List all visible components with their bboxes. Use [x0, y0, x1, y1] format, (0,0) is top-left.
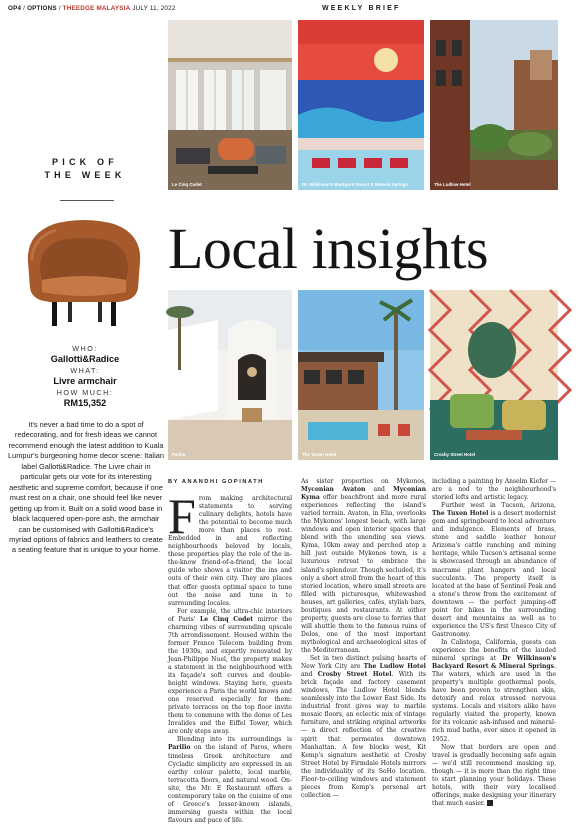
- article-headline: Local insights: [168, 216, 489, 281]
- hotel-name: Le Cinq Codet: [199, 615, 254, 623]
- end-mark-icon: [487, 800, 493, 806]
- section-title: WEEKLY BRIEF: [322, 5, 401, 12]
- page-number: OP4: [8, 5, 22, 12]
- pick-of-the-week-title: PICK OF THE WEEK: [44, 157, 126, 180]
- brand-name: Gallotti&Radice: [50, 354, 120, 364]
- hotel-name: Parilio: [168, 744, 191, 752]
- section-label: OPTIONS: [27, 5, 57, 12]
- hotel-name: The Tuxon Hotel: [432, 510, 489, 518]
- product-price: RM15,352: [63, 398, 107, 408]
- armchair-image: [18, 210, 150, 330]
- how-much-label: HOW MUCH:: [56, 388, 114, 397]
- what-label: WHAT:: [70, 366, 100, 375]
- photo-ludlow-hotel: [430, 20, 558, 190]
- photo-crosby-street-hotel: [430, 290, 558, 460]
- photo-le-cinq-codet: [168, 20, 292, 190]
- hotel-name: Dr Wilkinson's Backyard Resort & Mineral Springs: [432, 655, 556, 671]
- pick-description: It's never a bad time to do a spot of redecorating, and for fresh ideas we cannot recommend enough the latest addition to Kuala Lumpur's burgeoning home decor scene: Italian label Gallotti&Radice. The Livre chair in particular gets our vote for its interesting aesthetic and supreme comfort, because if one must rest on a chair, one should feel like never getting up from it. Built on a solid wood base in black lacquered open-pore ash, the armchair can be customised with Gallotti&Radice's myriad options of fabrics and leathers to create a seating feature that is unique to your home.: [8, 420, 164, 555]
- hotel-name: Myconian Avaton: [301, 486, 366, 494]
- who-label: WHO:: [72, 344, 98, 353]
- hotel-name: The Ludlow Hotel: [363, 663, 426, 671]
- divider: [60, 200, 114, 201]
- product-name: Livre armchair: [53, 376, 117, 386]
- photo-caption: The Tuxon Hotel: [302, 452, 337, 457]
- product-details: [10, 344, 160, 410]
- drop-cap: F: [168, 488, 196, 544]
- photo-caption: Parilio: [172, 452, 186, 457]
- publication-brand: THEEDGE MALAYSIA: [62, 5, 131, 12]
- folio: OP4 / OPTIONS / THEEDGE MALAYSIA JULY 11, 2022: [8, 5, 176, 12]
- page-header: [0, 0, 580, 18]
- article-column-1: From making architectural statements to serving culinary delights, hotels have the potential to become much more than places to rest. Embedded in and reflecting neighbourhoods beloved by locals, these properties play the role of the in-the-know friend-of-a-friend, the local guide who shows a visitor the ins and outs of their own city. They are places that offer guests optimal space to tune out the noise and tune in to surrounding locales. For example, the ultra-chic interiors of Paris' Le Cinq Codet mirror the charming vibes of surrounding upscale 7th arrondissement. Housed within the former France Telecom building from the 1930s, and expertly renovated by Jean-Philippe Nuel, the property makes a statement in the neighbourhood with its façade's soft curves and double-height windows. Staying here, guests experience a Paris the world knows and one reserved especially for them: private terraces on the top floor invite them to commune with the dome of Les Invalides and the Eiffel Tower, which are only steps away. Blending into its surroundings is Parilio on the island of Paros, where timeless Greek architecture and Cycladic simplicity are expressed in an earthy colour palette, local marble, terracotta floors, and natural wood. On-site, the Mr. E Restaurant offers a contemporary take on the cuisine of one of Greece's lesser-known islands, immersing guests within the local flavours and pace of life.: [168, 488, 293, 824]
- photo-caption: Crosby Street Hotel: [434, 452, 475, 457]
- issue-date: JULY 11, 2022: [132, 5, 176, 12]
- photo-caption: Dr. Wilkinson's Backyard Resort & Mineral Springs: [302, 182, 408, 187]
- hotel-name: Crosby Street Hotel: [317, 671, 392, 679]
- photo-dr-wilkinsons: [298, 20, 424, 190]
- photo-caption: The Ludlow Hotel: [434, 182, 471, 187]
- article-column-3: including a painting by Anselm Kiefer — are a nod to the neighbourhood's storied lofts and artistic legacy. Further west in Tucson, Arizona, The Tuxon Hotel is a desert modernist gem and springboard to local adventure and indulgence. Elements of brass, stone and saddle leather honour Arizona's cattle ranching and mining heritage, while Tucson's artisanal scene is showcased through an abundance of macramé plant hangers and local succulents. The property itself is located at the base of Sentinel Peak and a stone's throw from the excitement of downtown — the perfect jumping-off point for hikes in the surrounding desert and mountains as well as to experience the US's first Unesco City of Gastronomy. In Calistoga, California, guests can experience the benefits of the lauded mineral springs at Dr Wilkinson's Backyard Resort & Mineral Springs. The waters, which are used in the property's multiple geothermal pools, have been proven to strengthen skin, detoxify and relax stressed nervous systems. Locals and visitors alike have regularly visited the property, known for its volcanic ash-infused and mineral-rich mud baths, ever since it opened in 1952. Now that borders are open and travel is gradually becoming safe again — we'd still recommend masking up, though — it is more than the right time to start planning your holidays. These hotels, with their very localised offerings, make designing your itinerary that much easier.: [432, 478, 556, 807]
- photo-tuxon-hotel: [298, 290, 424, 460]
- article-column-2: As sister properties on Mykonos, Myconian Avaton and Myconian Kyma offer beachfront and more rural experiences reflecting the island's varied terrain. Avaton, in Elia, overlooks the Mykonos' longest beach, with large windows and open interior spaces that blend with the unending sea views. Kyma, 10km away and perched atop a hill just outside Mykonos town, is a luxurious retreat to embrace the island's splendour. Though secluded, it's only a short stroll from the heart of this storied location, where small streets are filled with picturesque, whitewashed houses, art galleries, cafés, stylish bars, boutiques and restaurants. At either property, guests are close to ferries that will shuttle them to the famous ruins of Delos, one of the most important mythological and archaeological sites of the Mediterranean. Set in two distinct pulsing hearts of New York City are The Ludlow Hotel and Crosby Street Hotel. With its brick façade and factory casement windows, The Ludlow Hotel blends seamlessly into the Lower East Side. Its industrial front gives way to marble mosaic floors, an eclectic mix of vintage furniture, and striking original artworks — a direct reflection of the creative spirit that permeates downtown Manhattan. A few blocks west, Kit Kemp's signature aesthetic at Crosby Street Hotel by Firmdale Hotels mirrors the individuality of its SoHo location. Floor-to-ceiling windows and statement pieces from Kemp's personal art collection —: [301, 478, 426, 799]
- photo-parilio: [168, 290, 292, 460]
- byline: BY ANANDHI GOPINATH: [168, 479, 264, 485]
- hotel-name: Myconian Kyma: [301, 486, 426, 502]
- photo-caption: Le Cinq Codet: [172, 182, 202, 187]
